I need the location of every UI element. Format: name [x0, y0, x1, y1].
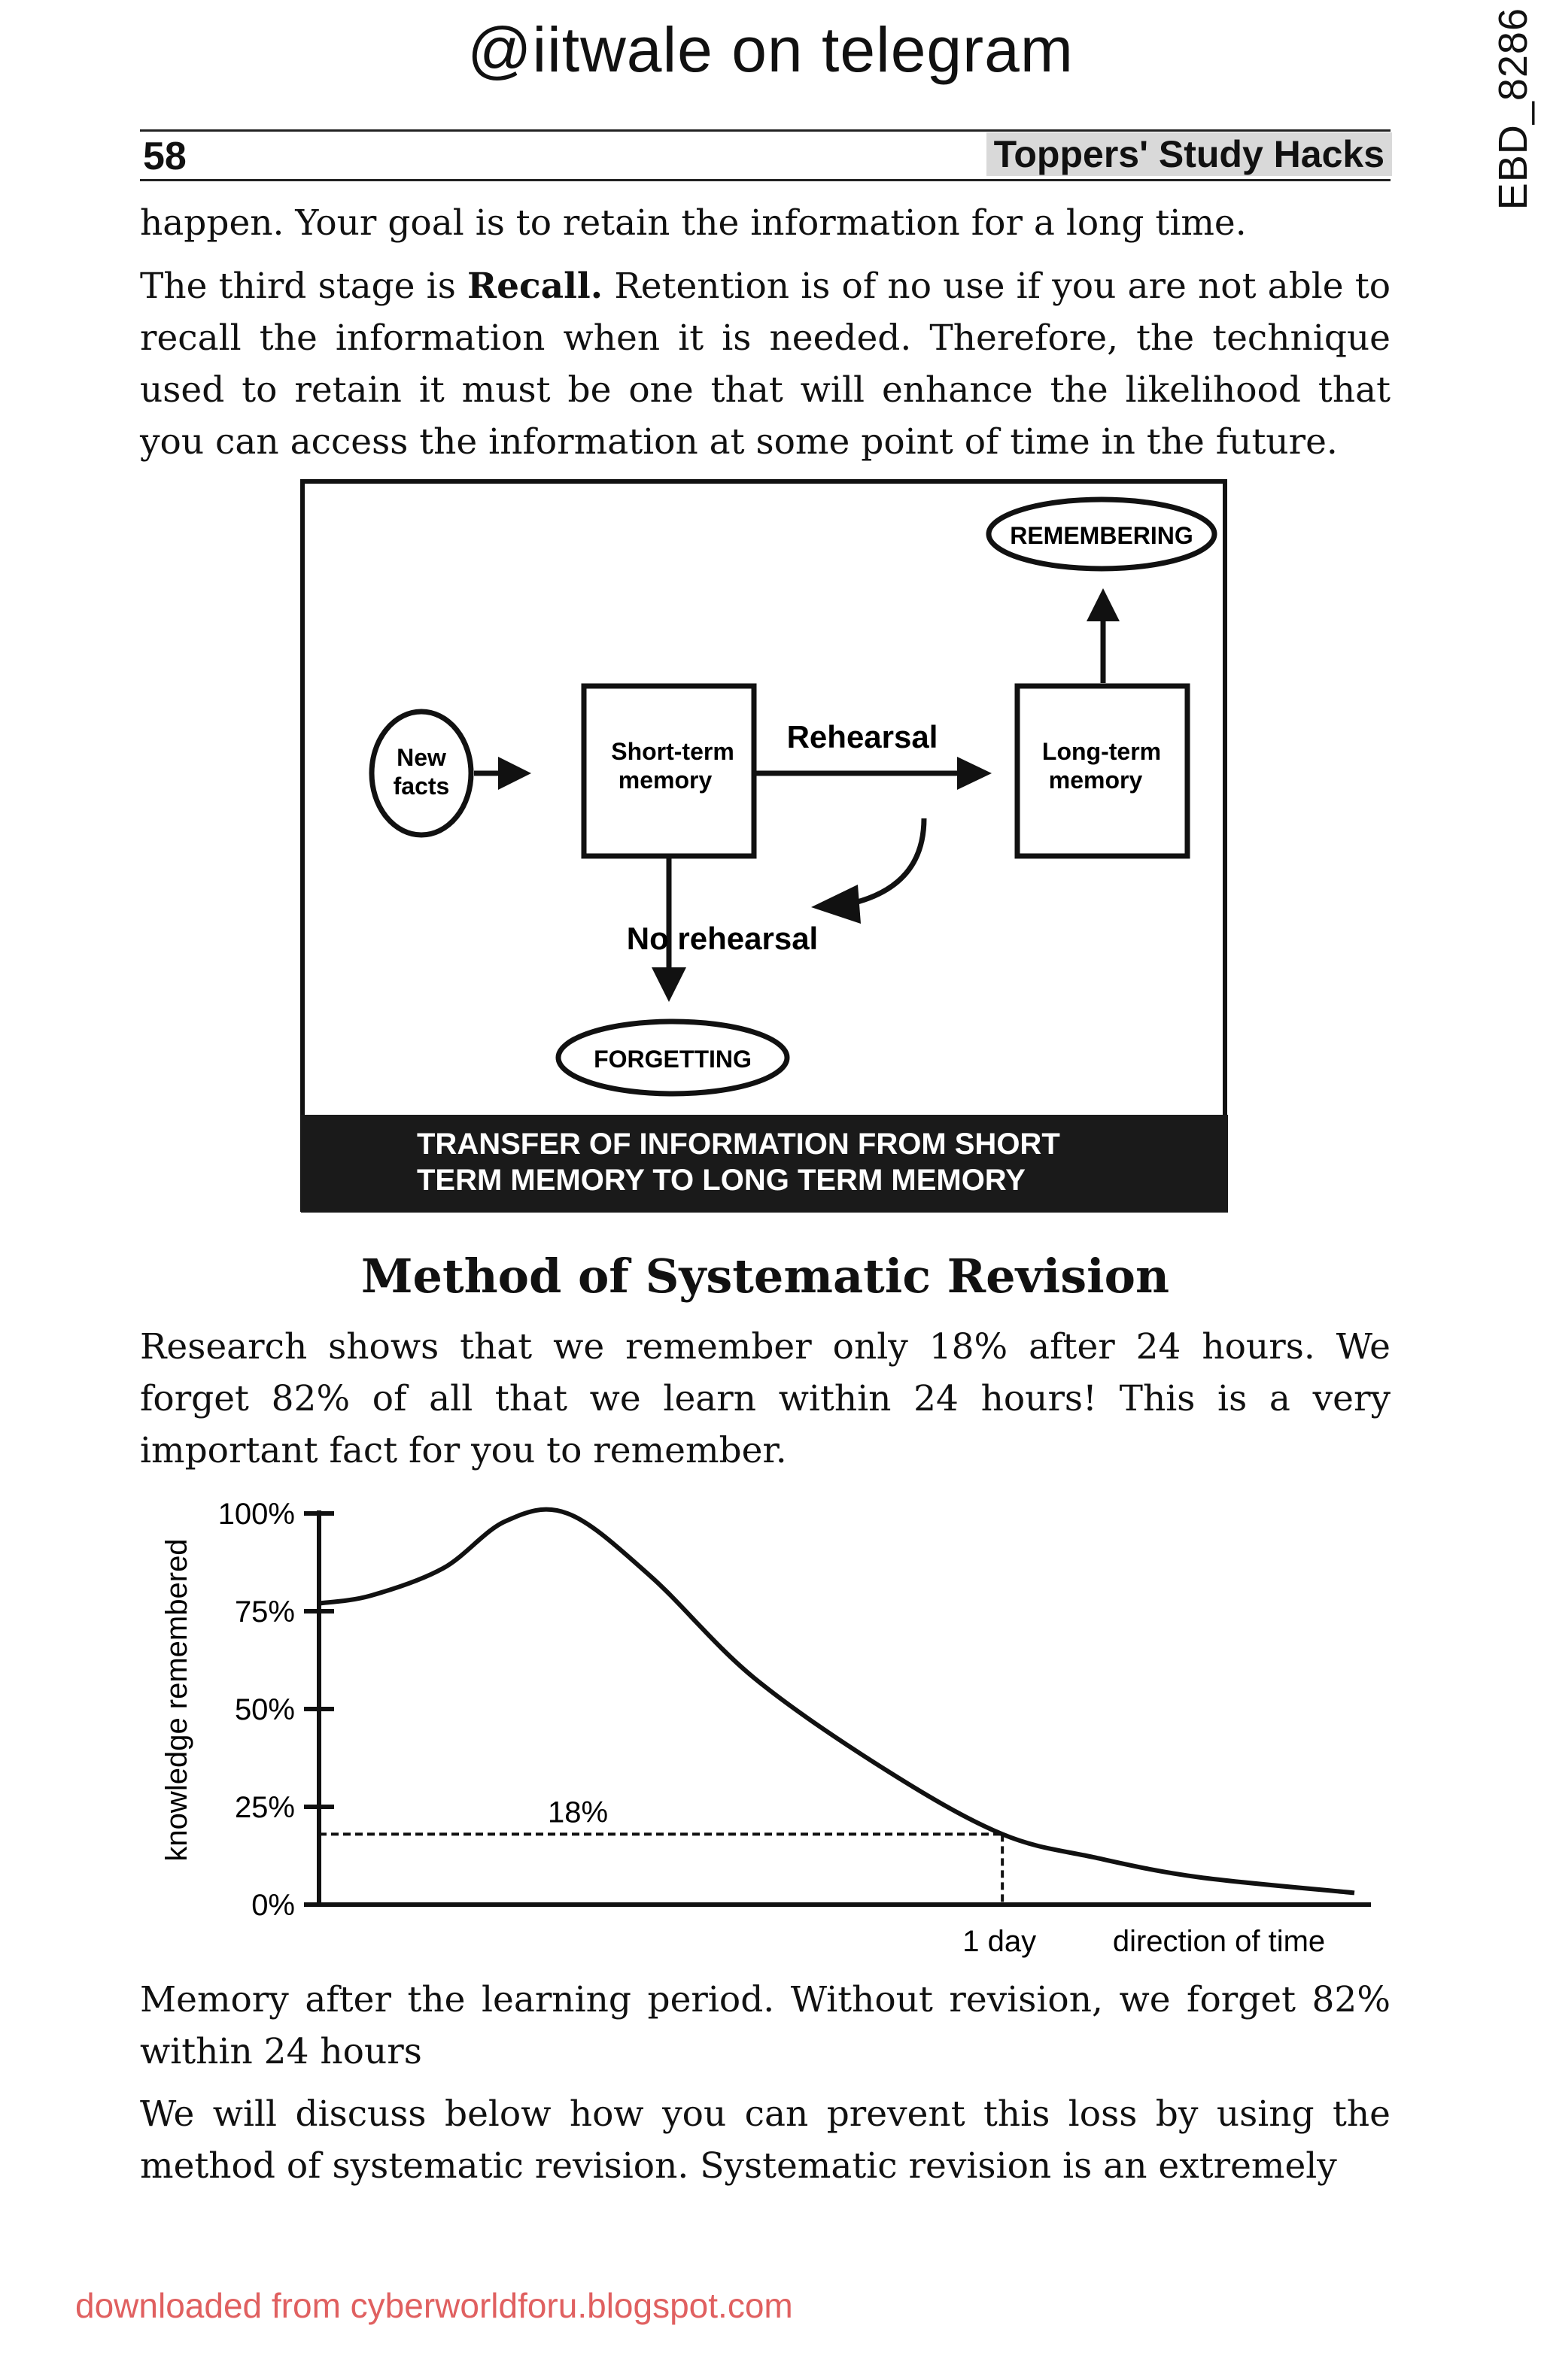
header-rule-top — [140, 129, 1391, 132]
book-code: EBD_8286 — [1491, 8, 1536, 211]
telegram-watermark: @iitwale on telegram — [467, 14, 1074, 85]
paragraph-discuss: We will discuss below how you can prevent this loss by using the method of systematic revision. Systematic revision is an extremely — [140, 2093, 1391, 2187]
remembering-label: REMEMBERING — [1010, 522, 1193, 549]
y-axis-label: knowledge remembered — [160, 1538, 193, 1862]
rehearsal-label: Rehearsal — [786, 719, 938, 754]
header-rule-bottom — [140, 179, 1391, 181]
paragraph-1: happen. Your goal is to retain the information for a long time. — [140, 202, 1247, 244]
download-watermark: downloaded from cyberworldforu.blogspot.com — [75, 2286, 793, 2325]
eighteen-percent-label: 18% — [547, 1796, 609, 1829]
running-title: Toppers' Study Hacks — [986, 132, 1392, 176]
y-tick-label: 100% — [217, 1498, 295, 1531]
page-number: 58 — [143, 135, 187, 178]
y-tick-label: 75% — [234, 1595, 295, 1629]
short-term-label-2: memory — [618, 767, 713, 794]
y-tick-label: 50% — [234, 1693, 295, 1726]
no-rehearsal-label: No rehearsal — [626, 921, 819, 956]
caption-line-1: TRANSFER OF INFORMATION FROM SHORT — [417, 1128, 1060, 1161]
y-tick-label: 0% — [251, 1889, 295, 1922]
x-axis-label: direction of time — [1112, 1925, 1326, 1958]
forgetting-curve-chart — [143, 1482, 1392, 1978]
new-facts-label-2: facts — [393, 773, 450, 800]
paragraph-research: Research shows that we remember only 18% after 24 hours. We forget 82% of all that we learn within 24 hours! This is a very important fact for you to remember. — [140, 1326, 1391, 1471]
new-facts-label-1: New — [397, 744, 446, 771]
forgetting-label: FORGETTING — [594, 1046, 752, 1073]
paragraph-memory-after: Memory after the learning period. Without revision, we forget 82% within 24 hours — [140, 1979, 1391, 2072]
long-term-label-1: Long-term — [1041, 738, 1162, 765]
memory-transfer-diagram — [299, 478, 1229, 1216]
one-day-label: 1 day — [962, 1925, 1037, 1958]
short-term-label-1: Short-term — [611, 738, 734, 765]
paragraph-recall: The third stage is Recall. Retention is of no use if you are not able to recall the information when it is needed. Therefore, the technique used to retain it must be one that will enhance the likelihood that you can access the information at some point of time in the future. — [140, 266, 1391, 463]
caption-line-2: TERM MEMORY TO LONG TERM MEMORY — [417, 1164, 1026, 1197]
section-title: Method of Systematic Revision — [360, 1249, 1170, 1304]
recall-term: Recall. — [467, 266, 603, 307]
long-term-label-2: memory — [1048, 767, 1143, 794]
y-tick-label: 25% — [234, 1791, 295, 1824]
